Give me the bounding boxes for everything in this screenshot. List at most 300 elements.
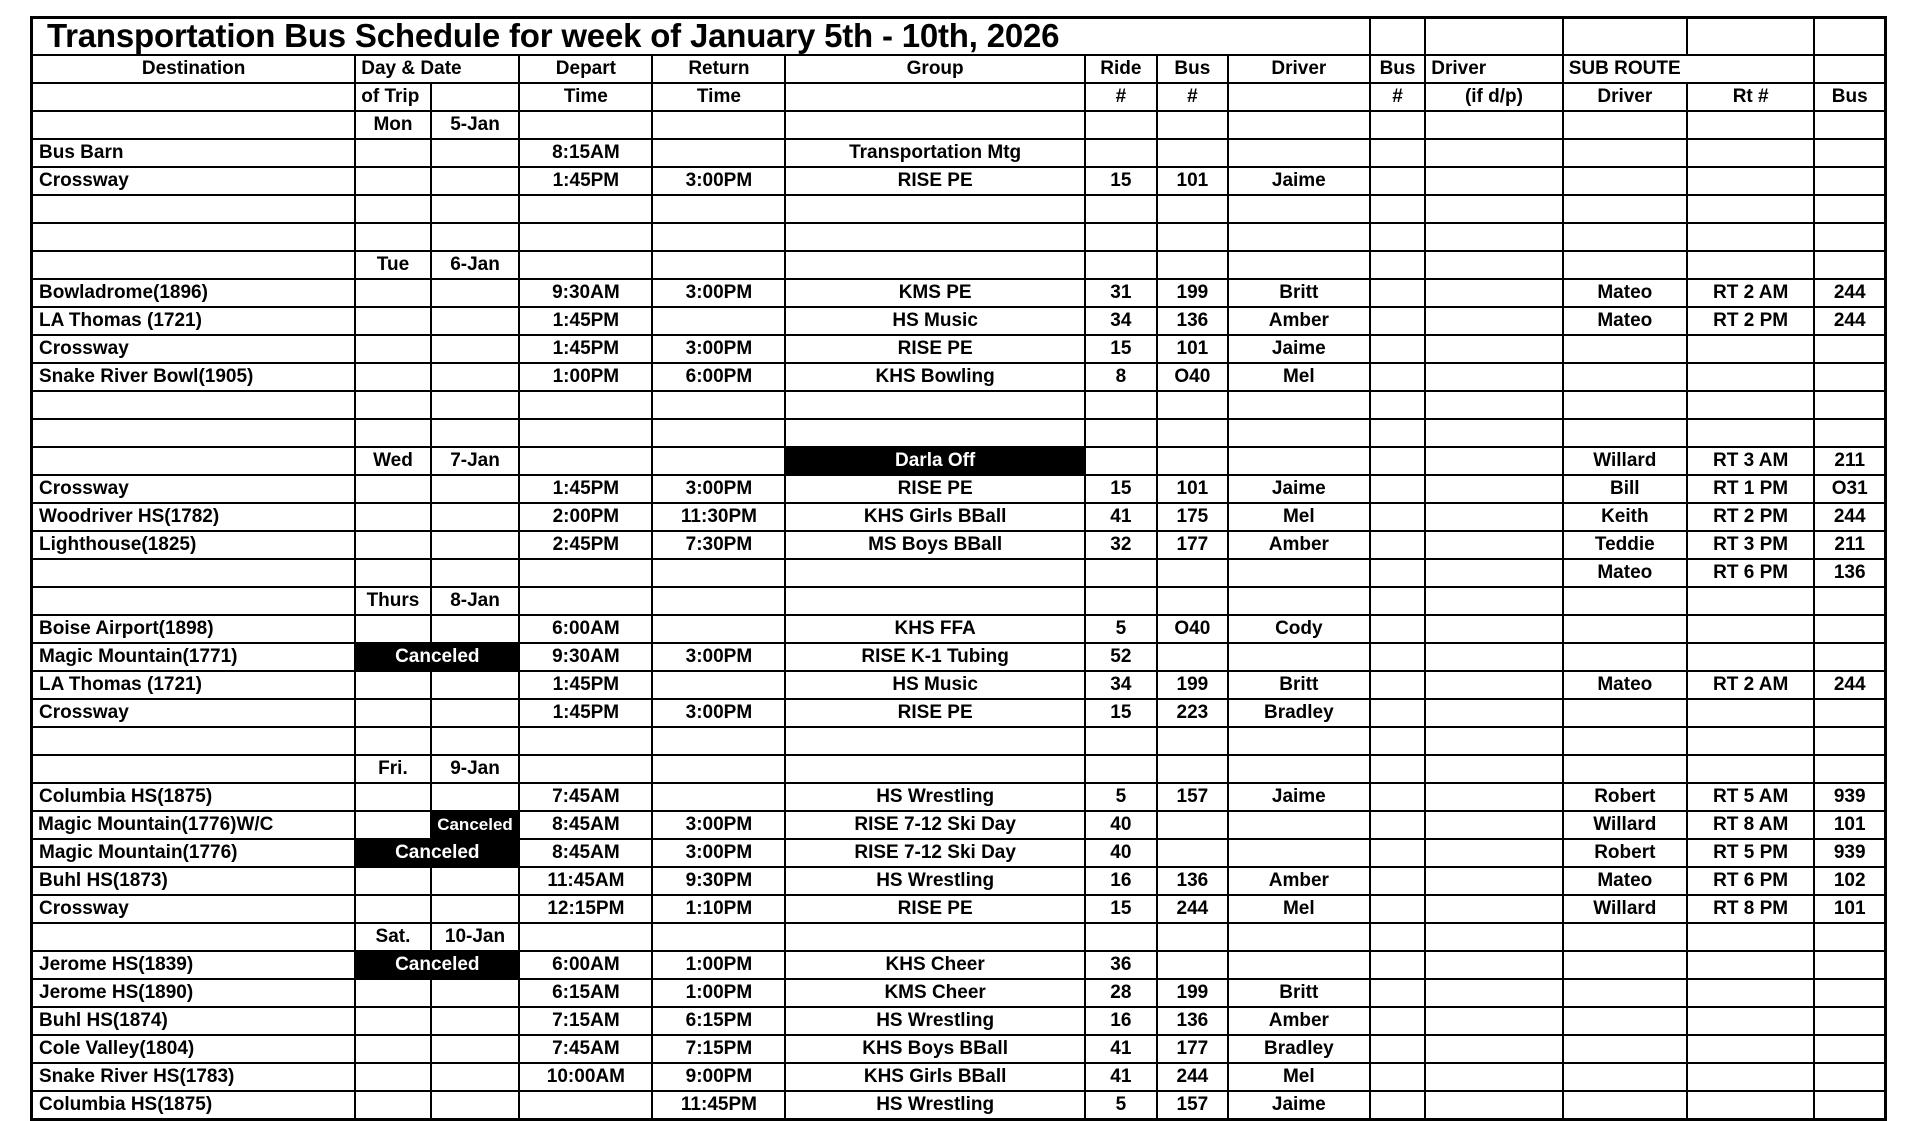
- cell-date[interactable]: [431, 867, 520, 895]
- cell-sub-bus[interactable]: 102: [1814, 867, 1885, 895]
- cell-sub-bus[interactable]: 136: [1814, 559, 1885, 587]
- cell-bus2-num[interactable]: [1370, 1007, 1425, 1035]
- cell-sub-bus[interactable]: [1814, 139, 1885, 167]
- cell-bus-num[interactable]: [1157, 587, 1228, 615]
- cell-sub-driver[interactable]: [1563, 335, 1687, 363]
- cell-date[interactable]: [431, 1091, 520, 1120]
- cell-sub-driver[interactable]: Willard: [1563, 447, 1687, 475]
- cell-bus-num[interactable]: 244: [1157, 1063, 1228, 1091]
- cell-destination[interactable]: Jerome HS(1890): [32, 979, 356, 1007]
- cell-bus-num[interactable]: 177: [1157, 1035, 1228, 1063]
- cell-sub-driver[interactable]: Willard: [1563, 811, 1687, 839]
- cell-group[interactable]: HS Music: [785, 307, 1084, 335]
- cell-driver[interactable]: [1228, 923, 1370, 951]
- cell-depart-time[interactable]: [519, 111, 652, 139]
- cell-driver[interactable]: [1228, 643, 1370, 671]
- cell-date[interactable]: [431, 363, 520, 391]
- cell-sub-bus[interactable]: 939: [1814, 783, 1885, 811]
- cell-date[interactable]: [431, 783, 520, 811]
- cell-driver-dp[interactable]: [1425, 951, 1562, 979]
- cell-depart-time[interactable]: 8:45AM: [519, 839, 652, 867]
- cell-depart-time[interactable]: 8:45AM: [519, 811, 652, 839]
- cell-return-time[interactable]: 1:00PM: [652, 979, 785, 1007]
- cell-ride-num[interactable]: 28: [1085, 979, 1157, 1007]
- cell-driver-dp[interactable]: [1425, 139, 1562, 167]
- cell-ride-num[interactable]: [1085, 223, 1157, 251]
- cell-driver-dp[interactable]: [1425, 1091, 1562, 1120]
- cell-driver-dp[interactable]: [1425, 475, 1562, 503]
- cell-day[interactable]: [355, 1035, 430, 1063]
- cell-sub-rt[interactable]: RT 1 PM: [1687, 475, 1815, 503]
- cell-depart-time[interactable]: 1:45PM: [519, 335, 652, 363]
- cell-bus2-num[interactable]: [1370, 671, 1425, 699]
- cell-day[interactable]: [355, 335, 430, 363]
- cell-sub-bus[interactable]: [1814, 391, 1885, 419]
- cell-destination[interactable]: [32, 251, 356, 279]
- cell-return-time[interactable]: [652, 727, 785, 755]
- cell-sub-bus[interactable]: [1814, 699, 1885, 727]
- cell-date[interactable]: 9-Jan: [431, 755, 520, 783]
- cell-bus-num[interactable]: 199: [1157, 671, 1228, 699]
- cell-date[interactable]: [431, 195, 520, 223]
- cell-driver[interactable]: [1228, 391, 1370, 419]
- cell-driver-dp[interactable]: [1425, 391, 1562, 419]
- cell-driver-dp[interactable]: [1425, 111, 1562, 139]
- cell-bus2-num[interactable]: [1370, 783, 1425, 811]
- cell-ride-num[interactable]: [1085, 923, 1157, 951]
- cell-bus-num[interactable]: 136: [1157, 307, 1228, 335]
- cell-sub-rt[interactable]: [1687, 419, 1815, 447]
- cell-sub-rt[interactable]: RT 5 PM: [1687, 839, 1815, 867]
- cell-driver[interactable]: Bradley: [1228, 1035, 1370, 1063]
- cell-ride-num[interactable]: [1085, 727, 1157, 755]
- cell-return-time[interactable]: [652, 559, 785, 587]
- cell-sub-bus[interactable]: [1814, 979, 1885, 1007]
- cell-day[interactable]: [355, 1063, 430, 1091]
- cell-depart-time[interactable]: [519, 727, 652, 755]
- cell-return-time[interactable]: [652, 139, 785, 167]
- cell-day[interactable]: [355, 979, 430, 1007]
- cell-date[interactable]: [431, 307, 520, 335]
- cell-sub-driver[interactable]: [1563, 979, 1687, 1007]
- cell-sub-bus[interactable]: O31: [1814, 475, 1885, 503]
- cell-day[interactable]: [355, 223, 430, 251]
- cell-destination[interactable]: Crossway: [32, 475, 356, 503]
- cell-ride-num[interactable]: 15: [1085, 335, 1157, 363]
- cell-sub-rt[interactable]: RT 2 PM: [1687, 503, 1815, 531]
- cell-group[interactable]: MS Boys BBall: [785, 531, 1084, 559]
- cell-sub-driver[interactable]: [1563, 755, 1687, 783]
- cell-depart-time[interactable]: [519, 251, 652, 279]
- cell-bus-num[interactable]: [1157, 391, 1228, 419]
- cell-date[interactable]: [431, 223, 520, 251]
- cell-group[interactable]: RISE PE: [785, 895, 1084, 923]
- cell-destination[interactable]: [32, 727, 356, 755]
- cell-depart-time[interactable]: 1:45PM: [519, 699, 652, 727]
- cell-sub-driver[interactable]: Keith: [1563, 503, 1687, 531]
- cell-bus2-num[interactable]: [1370, 839, 1425, 867]
- cell-bus2-num[interactable]: [1370, 727, 1425, 755]
- cell-group[interactable]: RISE PE: [785, 699, 1084, 727]
- cell-bus2-num[interactable]: [1370, 1063, 1425, 1091]
- cell-return-time[interactable]: 9:30PM: [652, 867, 785, 895]
- cell-bus-num[interactable]: 177: [1157, 531, 1228, 559]
- cell-sub-driver[interactable]: [1563, 643, 1687, 671]
- cell-sub-bus[interactable]: [1814, 923, 1885, 951]
- cell-destination[interactable]: Crossway: [32, 167, 356, 195]
- cell-sub-bus[interactable]: [1814, 111, 1885, 139]
- cell-driver[interactable]: [1228, 951, 1370, 979]
- cell-group[interactable]: [785, 587, 1084, 615]
- cell-driver[interactable]: Mel: [1228, 1063, 1370, 1091]
- cell-sub-bus[interactable]: [1814, 167, 1885, 195]
- cell-sub-driver[interactable]: [1563, 139, 1687, 167]
- cell-driver[interactable]: [1228, 559, 1370, 587]
- cell-bus-num[interactable]: 244: [1157, 895, 1228, 923]
- cell-sub-driver[interactable]: Mateo: [1563, 559, 1687, 587]
- cell-day[interactable]: [355, 531, 430, 559]
- cell-bus2-num[interactable]: [1370, 923, 1425, 951]
- cell-return-time[interactable]: 6:15PM: [652, 1007, 785, 1035]
- cell-driver-dp[interactable]: [1425, 895, 1562, 923]
- cell-bus-num[interactable]: [1157, 811, 1228, 839]
- cell-bus2-num[interactable]: [1370, 223, 1425, 251]
- cell-sub-bus[interactable]: [1814, 335, 1885, 363]
- cell-bus-num[interactable]: [1157, 727, 1228, 755]
- cell-driver-dp[interactable]: [1425, 251, 1562, 279]
- cell-driver[interactable]: [1228, 223, 1370, 251]
- cell-sub-driver[interactable]: Mateo: [1563, 867, 1687, 895]
- cell-bus-num[interactable]: [1157, 643, 1228, 671]
- cell-date[interactable]: 7-Jan: [431, 447, 520, 475]
- cell-ride-num[interactable]: 40: [1085, 839, 1157, 867]
- cell-driver[interactable]: [1228, 839, 1370, 867]
- cell-ride-num[interactable]: [1085, 587, 1157, 615]
- cell-bus2-num[interactable]: [1370, 447, 1425, 475]
- cell-ride-num[interactable]: 52: [1085, 643, 1157, 671]
- cell-ride-num[interactable]: 15: [1085, 699, 1157, 727]
- cell-group[interactable]: KMS PE: [785, 279, 1084, 307]
- cell-return-time[interactable]: 3:00PM: [652, 475, 785, 503]
- cell-day[interactable]: Thurs: [355, 587, 430, 615]
- cell-sub-bus[interactable]: [1814, 1091, 1885, 1120]
- cell-sub-bus[interactable]: 244: [1814, 279, 1885, 307]
- cell-bus-num[interactable]: O40: [1157, 615, 1228, 643]
- cell-sub-driver[interactable]: Robert: [1563, 783, 1687, 811]
- cell-sub-bus[interactable]: [1814, 419, 1885, 447]
- cell-ride-num[interactable]: 31: [1085, 279, 1157, 307]
- cell-driver[interactable]: Amber: [1228, 531, 1370, 559]
- cell-depart-time[interactable]: 12:15PM: [519, 895, 652, 923]
- cell-destination[interactable]: Snake River Bowl(1905): [32, 363, 356, 391]
- cell-return-time[interactable]: [652, 671, 785, 699]
- cell-day[interactable]: [355, 475, 430, 503]
- cell-ride-num[interactable]: [1085, 195, 1157, 223]
- cell-driver[interactable]: [1228, 139, 1370, 167]
- cell-depart-time[interactable]: [519, 755, 652, 783]
- cell-sub-rt[interactable]: [1687, 727, 1815, 755]
- cell-group[interactable]: [785, 251, 1084, 279]
- cell-driver-dp[interactable]: [1425, 307, 1562, 335]
- cell-depart-time[interactable]: [519, 447, 652, 475]
- cell-return-time[interactable]: [652, 223, 785, 251]
- cell-bus-num[interactable]: [1157, 419, 1228, 447]
- cell-return-time[interactable]: [652, 783, 785, 811]
- cell-sub-driver[interactable]: [1563, 1035, 1687, 1063]
- cell-driver[interactable]: Britt: [1228, 979, 1370, 1007]
- cell-day[interactable]: [355, 307, 430, 335]
- cell-ride-num[interactable]: 41: [1085, 503, 1157, 531]
- cell-sub-driver[interactable]: [1563, 363, 1687, 391]
- cell-return-time[interactable]: 3:00PM: [652, 699, 785, 727]
- cell-return-time[interactable]: [652, 447, 785, 475]
- cell-return-time[interactable]: [652, 111, 785, 139]
- cell-driver[interactable]: Britt: [1228, 279, 1370, 307]
- cell-ride-num[interactable]: 16: [1085, 867, 1157, 895]
- cell-driver[interactable]: [1228, 111, 1370, 139]
- cell-destination[interactable]: [32, 923, 356, 951]
- cell-bus2-num[interactable]: [1370, 279, 1425, 307]
- cell-driver[interactable]: [1228, 727, 1370, 755]
- cell-bus2-num[interactable]: [1370, 167, 1425, 195]
- cell-sub-bus[interactable]: [1814, 951, 1885, 979]
- cell-day[interactable]: [355, 503, 430, 531]
- cell-driver-dp[interactable]: [1425, 1035, 1562, 1063]
- cell-bus-num[interactable]: O40: [1157, 363, 1228, 391]
- cell-driver-dp[interactable]: [1425, 783, 1562, 811]
- cell-bus-num[interactable]: [1157, 839, 1228, 867]
- cell-bus2-num[interactable]: [1370, 307, 1425, 335]
- cell-driver[interactable]: [1228, 195, 1370, 223]
- cell-day[interactable]: Mon: [355, 111, 430, 139]
- cell-bus2-num[interactable]: [1370, 867, 1425, 895]
- cell-driver-dp[interactable]: [1425, 979, 1562, 1007]
- cell-sub-bus[interactable]: 244: [1814, 503, 1885, 531]
- cell-group[interactable]: RISE PE: [785, 335, 1084, 363]
- cell-day[interactable]: [355, 363, 430, 391]
- cell-sub-rt[interactable]: RT 8 AM: [1687, 811, 1815, 839]
- cell-day[interactable]: [355, 139, 430, 167]
- cell-depart-time[interactable]: [519, 587, 652, 615]
- cell-driver-dp[interactable]: [1425, 419, 1562, 447]
- cell-ride-num[interactable]: 41: [1085, 1035, 1157, 1063]
- cell-day[interactable]: Sat.: [355, 923, 430, 951]
- cell-driver-dp[interactable]: [1425, 615, 1562, 643]
- cell-sub-driver[interactable]: [1563, 223, 1687, 251]
- cell-ride-num[interactable]: [1085, 139, 1157, 167]
- cell-bus2-num[interactable]: [1370, 531, 1425, 559]
- cell-day[interactable]: [355, 167, 430, 195]
- cell-group[interactable]: RISE K-1 Tubing: [785, 643, 1084, 671]
- cell-bus-num[interactable]: 101: [1157, 335, 1228, 363]
- cell-sub-rt[interactable]: [1687, 391, 1815, 419]
- cell-sub-rt[interactable]: [1687, 363, 1815, 391]
- cell-bus2-num[interactable]: [1370, 475, 1425, 503]
- cell-bus-num[interactable]: 199: [1157, 279, 1228, 307]
- cell-ride-num[interactable]: 5: [1085, 783, 1157, 811]
- cell-destination[interactable]: Columbia HS(1875): [32, 1091, 356, 1120]
- cell-day[interactable]: Wed: [355, 447, 430, 475]
- cell-sub-driver[interactable]: Mateo: [1563, 307, 1687, 335]
- cell-ride-num[interactable]: 15: [1085, 895, 1157, 923]
- cell-driver-dp[interactable]: [1425, 587, 1562, 615]
- cell-sub-rt[interactable]: [1687, 1063, 1815, 1091]
- cell-sub-driver[interactable]: Bill: [1563, 475, 1687, 503]
- cell-group[interactable]: HS Wrestling: [785, 1007, 1084, 1035]
- cell-ride-num[interactable]: 15: [1085, 475, 1157, 503]
- cell-sub-driver[interactable]: [1563, 1091, 1687, 1120]
- cell-bus-num[interactable]: [1157, 111, 1228, 139]
- cell-driver[interactable]: Jaime: [1228, 783, 1370, 811]
- cell-sub-rt[interactable]: [1687, 755, 1815, 783]
- cell-driver-dp[interactable]: [1425, 867, 1562, 895]
- cell-destination[interactable]: Woodriver HS(1782): [32, 503, 356, 531]
- cell-group[interactable]: KHS Girls BBall: [785, 503, 1084, 531]
- cell-date[interactable]: [431, 895, 520, 923]
- cell-day[interactable]: [355, 867, 430, 895]
- cell-driver[interactable]: Jaime: [1228, 475, 1370, 503]
- cell-ride-num[interactable]: [1085, 755, 1157, 783]
- cell-day[interactable]: [355, 727, 430, 755]
- cell-driver[interactable]: Britt: [1228, 671, 1370, 699]
- cell-sub-rt[interactable]: [1687, 587, 1815, 615]
- cell-depart-time[interactable]: 1:45PM: [519, 167, 652, 195]
- cell-return-time[interactable]: 11:30PM: [652, 503, 785, 531]
- cell-driver-dp[interactable]: [1425, 1063, 1562, 1091]
- cell-destination[interactable]: [32, 195, 356, 223]
- cell-ride-num[interactable]: [1085, 559, 1157, 587]
- cell-sub-driver[interactable]: [1563, 615, 1687, 643]
- cell-depart-time[interactable]: 11:45AM: [519, 867, 652, 895]
- cell-driver[interactable]: Mel: [1228, 895, 1370, 923]
- cell-destination[interactable]: Crossway: [32, 335, 356, 363]
- cell-group[interactable]: KHS Bowling: [785, 363, 1084, 391]
- cell-bus2-num[interactable]: [1370, 503, 1425, 531]
- cell-bus-num[interactable]: 223: [1157, 699, 1228, 727]
- cell-sub-bus[interactable]: [1814, 195, 1885, 223]
- cell-sub-bus[interactable]: [1814, 1035, 1885, 1063]
- cell-group[interactable]: [785, 419, 1084, 447]
- cell-driver[interactable]: Mel: [1228, 363, 1370, 391]
- cell-return-time[interactable]: 3:00PM: [652, 335, 785, 363]
- cell-depart-time[interactable]: 7:45AM: [519, 1035, 652, 1063]
- cell-bus2-num[interactable]: [1370, 951, 1425, 979]
- cell-sub-bus[interactable]: [1814, 587, 1885, 615]
- cell-driver[interactable]: [1228, 811, 1370, 839]
- cell-bus-num[interactable]: 136: [1157, 867, 1228, 895]
- cell-date[interactable]: [431, 503, 520, 531]
- cell-date[interactable]: [431, 335, 520, 363]
- cell-depart-time[interactable]: 1:45PM: [519, 307, 652, 335]
- cell-sub-driver[interactable]: [1563, 1007, 1687, 1035]
- cell-day[interactable]: [355, 671, 430, 699]
- cell-destination[interactable]: Crossway: [32, 895, 356, 923]
- cell-date[interactable]: [431, 419, 520, 447]
- cell-bus-num[interactable]: [1157, 223, 1228, 251]
- cell-sub-bus[interactable]: 211: [1814, 447, 1885, 475]
- cell-sub-rt[interactable]: [1687, 1007, 1815, 1035]
- cell-bus2-num[interactable]: [1370, 139, 1425, 167]
- cell-destination[interactable]: Crossway: [32, 699, 356, 727]
- cell-bus-num[interactable]: [1157, 923, 1228, 951]
- cell-date[interactable]: [431, 615, 520, 643]
- cell-sub-rt[interactable]: [1687, 111, 1815, 139]
- cell-sub-bus[interactable]: [1814, 1063, 1885, 1091]
- cell-driver-dp[interactable]: [1425, 363, 1562, 391]
- cell-sub-bus[interactable]: [1814, 643, 1885, 671]
- cell-date[interactable]: [431, 531, 520, 559]
- cell-depart-time[interactable]: 6:00AM: [519, 951, 652, 979]
- cell-ride-num[interactable]: 16: [1085, 1007, 1157, 1035]
- cell-depart-time[interactable]: 7:15AM: [519, 1007, 652, 1035]
- cell-driver-dp[interactable]: [1425, 671, 1562, 699]
- cell-depart-time[interactable]: 1:45PM: [519, 671, 652, 699]
- cell-bus2-num[interactable]: [1370, 1091, 1425, 1120]
- cell-sub-rt[interactable]: RT 6 PM: [1687, 867, 1815, 895]
- cell-driver[interactable]: [1228, 419, 1370, 447]
- cell-group[interactable]: [785, 923, 1084, 951]
- cell-day[interactable]: [355, 1091, 430, 1120]
- cell-driver[interactable]: Mel: [1228, 503, 1370, 531]
- cell-driver-dp[interactable]: [1425, 195, 1562, 223]
- cell-ride-num[interactable]: [1085, 251, 1157, 279]
- cell-sub-bus[interactable]: [1814, 615, 1885, 643]
- cell-date[interactable]: [431, 671, 520, 699]
- cell-destination[interactable]: [32, 223, 356, 251]
- cell-sub-driver[interactable]: [1563, 111, 1687, 139]
- cell-depart-time[interactable]: 9:30AM: [519, 643, 652, 671]
- cell-destination[interactable]: Magic Mountain(1776): [32, 839, 356, 867]
- cell-bus2-num[interactable]: [1370, 363, 1425, 391]
- cell-sub-rt[interactable]: [1687, 223, 1815, 251]
- cell-depart-time[interactable]: 1:45PM: [519, 475, 652, 503]
- cell-bus2-num[interactable]: [1370, 615, 1425, 643]
- cell-driver[interactable]: Amber: [1228, 1007, 1370, 1035]
- cell-date[interactable]: 10-Jan: [431, 923, 520, 951]
- cell-depart-time[interactable]: 7:45AM: [519, 783, 652, 811]
- cell-day[interactable]: Tue: [355, 251, 430, 279]
- cell-sub-driver[interactable]: [1563, 923, 1687, 951]
- cell-driver-dp[interactable]: [1425, 811, 1562, 839]
- cell-sub-rt[interactable]: RT 5 AM: [1687, 783, 1815, 811]
- cell-driver[interactable]: Amber: [1228, 867, 1370, 895]
- cell-return-time[interactable]: [652, 419, 785, 447]
- cell-group[interactable]: Transportation Mtg: [785, 139, 1084, 167]
- cell-destination[interactable]: [32, 811, 356, 839]
- cell-sub-rt[interactable]: RT 2 AM: [1687, 279, 1815, 307]
- cell-group[interactable]: HS Wrestling: [785, 783, 1084, 811]
- cell-driver-dp[interactable]: [1425, 559, 1562, 587]
- cell-bus-num[interactable]: [1157, 139, 1228, 167]
- cell-bus2-num[interactable]: [1370, 335, 1425, 363]
- cell-group[interactable]: [785, 223, 1084, 251]
- cell-sub-driver[interactable]: [1563, 251, 1687, 279]
- cell-group[interactable]: [785, 391, 1084, 419]
- cell-sub-rt[interactable]: RT 3 PM: [1687, 531, 1815, 559]
- cell-sub-bus[interactable]: [1814, 1007, 1885, 1035]
- cell-driver[interactable]: Bradley: [1228, 699, 1370, 727]
- cell-return-time[interactable]: 1:10PM: [652, 895, 785, 923]
- cell-depart-time[interactable]: 6:15AM: [519, 979, 652, 1007]
- cell-group[interactable]: [785, 111, 1084, 139]
- cell-depart-time[interactable]: [519, 1091, 652, 1120]
- cell-sub-bus[interactable]: 244: [1814, 307, 1885, 335]
- cell-sub-bus[interactable]: 939: [1814, 839, 1885, 867]
- cell-day[interactable]: [355, 615, 430, 643]
- cell-group[interactable]: RISE PE: [785, 475, 1084, 503]
- cell-depart-time[interactable]: [519, 391, 652, 419]
- cell-group[interactable]: RISE 7-12 Ski Day: [785, 811, 1084, 839]
